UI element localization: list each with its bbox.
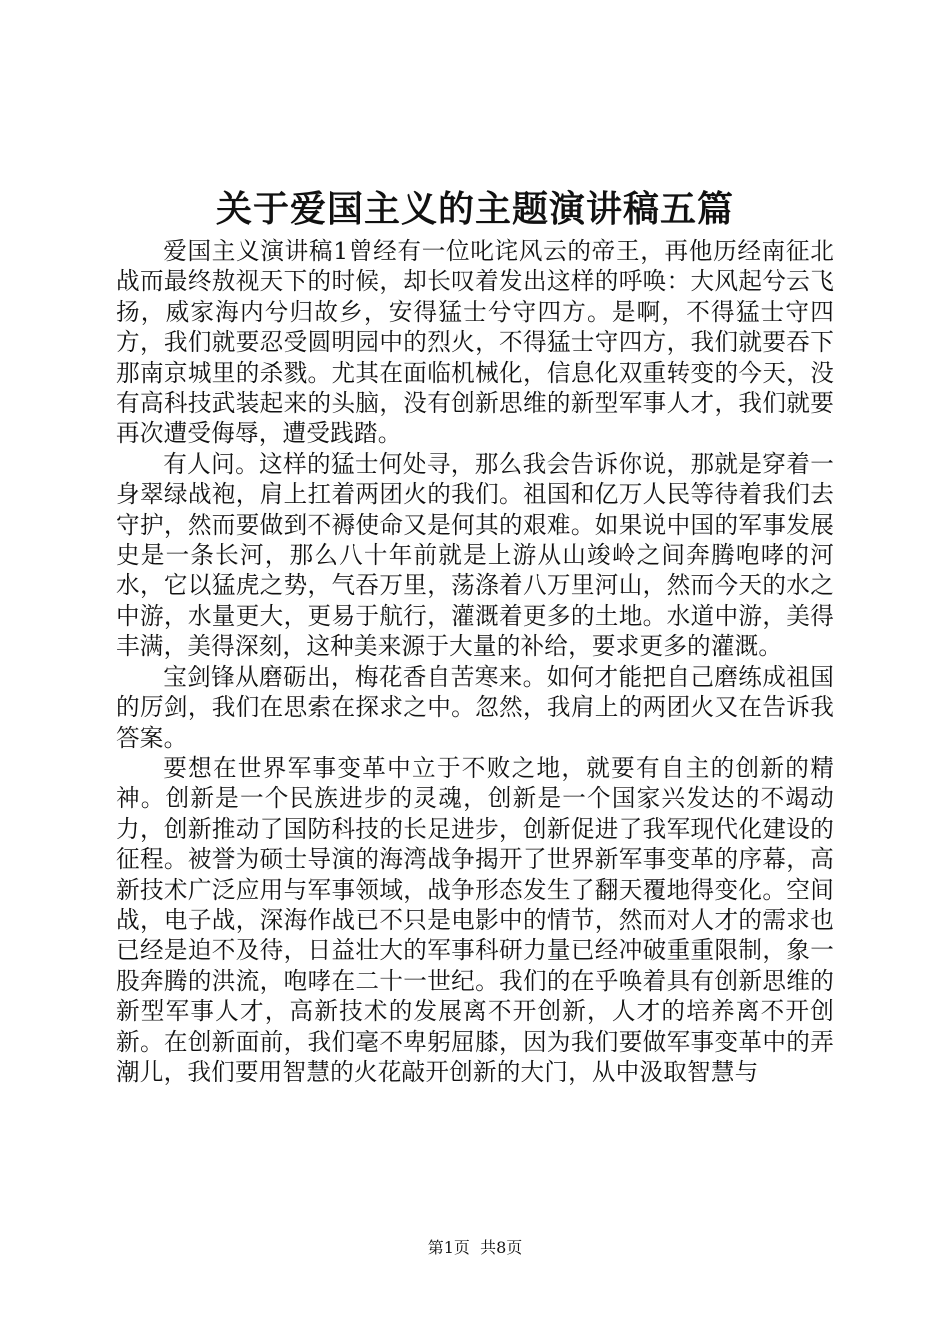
paragraph: 有人问。这样的猛士何处寻，那么我会告诉你说，那就是穿着一身翠绿战袍，肩上扛着两团火的我们。祖国和亿万人民等待着我们去守护，然而要做到不褥使命又是何其的艰难。如果说中国的军事发展史是一条长河，那么八十年前就是上游从山竣岭之间奔腾咆哮的河水，它以猛虎之势，气吞万里，荡涤着八万里河山，然而今天的水之中游，水量更大，更易于航行，灌溉着更多的土地。水道中游，美得丰满，美得深刻，这种美来源于大量的补给，要求更多的灌溉。 [116,449,834,661]
paragraph: 爱国主义演讲稿1曾经有一位叱诧风云的帝王，再他历经南征北战而最终敖视天下的时候，却长叹着发出这样的呼唤：大风起兮云飞扬，威家海内兮归故乡，安得猛士兮守四方。是啊，不得猛士守四方，我们就要忍受圆明园中的烈火，不得猛士守四方，我们就要吞下那南京城里的杀戮。尤其在面临机械化，信息化双重转变的今天，没有高科技武装起来的头脑，没有创新思维的新型军事人才，我们就要再次遭受侮辱，遭受践踏。 [116,237,834,448]
paragraph: 要想在世界军事变革中立于不败之地，就要有自主的创新的精神。创新是一个民族进步的灵魂，创新是一个国家兴发达的不竭动力，创新推动了国防科技的长足进步，创新促进了我军现代化建设的征程。被誉为硕士导演的海湾战争揭开了世界新军事变革的序幕，高新技术广泛应用与军事领域，战争形态发生了翻天覆地得变化。空间战，电子战，深海作战已不只是电影中的情节，然而对人才的需求也已经是迫不及待，日益壮大的军事科研力量已经冲破重重限制，象一股奔腾的洪流，咆哮在二十一世纪。我们的在乎唤着具有创新思维的新型军事人才，高新技术的发展离不开创新，人才的培养离不开创新。在创新面前，我们毫不卑躬屈膝，因为我们要做军事变革中的弄潮儿，我们要用智慧的火花敲开创新的大门，从中汲取智慧与 [116,753,834,1086]
document-title: 关于爱国主义的主题演讲稿五篇 [215,188,734,230]
page-number: 第1页 [427,1238,470,1257]
document-body [116,236,834,1087]
page-total: 共8页 [480,1238,523,1257]
page-footer [0,1238,950,1258]
paragraph: 宝剑锋从磨砺出，梅花香自苦寒来。如何才能把自己磨练成祖国的厉剑，我们在思索在探求之中。忽然，我肩上的两团火又在告诉我答案。 [116,662,834,752]
